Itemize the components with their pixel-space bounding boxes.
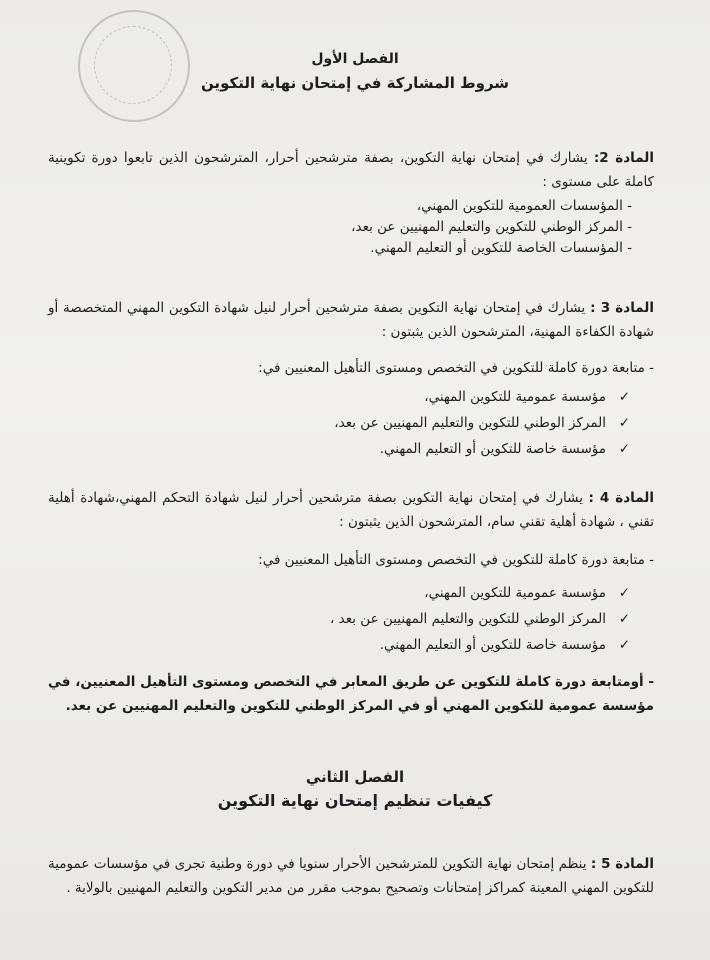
list-item xyxy=(48,384,630,410)
list-item xyxy=(48,410,630,436)
list-item xyxy=(48,436,630,462)
list-item: - المؤسسات العمومية للتكوين المهني، xyxy=(48,196,632,217)
list-item-text: مؤسسة خاصة للتكوين أو التعليم المهني. xyxy=(379,637,606,653)
article-2-text: يشارك في إمتحان نهاية التكوين، بصفة مترشحين أحرار، المترشحون الذين تابعوا دورة تكوينية كاملة على مستوى : xyxy=(48,150,654,190)
article-4-tail: - أومتابعة دورة كاملة للتكوين عن طريق المعابر في التخصص ومستوى التأهيل المعنيين، في مؤسسة عمومية للتكوين المهني أو في المركز الوطني للتكوين والتعليم المهنيين عن بعد. xyxy=(48,670,654,718)
chapter-1-header xyxy=(0,48,710,96)
article-4-lead: - متابعة دورة كاملة للتكوين في التخصص ومستوى التأهيل المعنيين في: xyxy=(48,548,654,572)
chapter-2-title: كيفيات تنظيم إمتحان نهاية التكوين xyxy=(217,791,493,810)
article-3-heading: المادة 3 : xyxy=(590,300,655,316)
list-item-text: المركز الوطني للتكوين والتعليم المهنيين عن بعد، xyxy=(334,415,606,431)
article-2-heading: المادة 2: xyxy=(593,150,655,166)
list-item-text: مؤسسة عمومية للتكوين المهني، xyxy=(424,585,606,601)
check-icon: ✓ xyxy=(618,585,630,601)
chapter-2-header xyxy=(0,766,710,814)
check-icon: ✓ xyxy=(618,611,630,627)
article-3-paragraph xyxy=(48,296,654,344)
article-3-text: يشارك في إمتحان نهاية التكوين بصفة مترشحين أحرار لنيل شهادة التكوين المهني المتخصصة أو شهادة الكفاءة المهنية، المترشحون الذين يثبتون : xyxy=(48,300,654,340)
article-2 xyxy=(48,146,654,259)
article-2-paragraph xyxy=(48,146,654,194)
check-icon: ✓ xyxy=(618,637,630,653)
article-4-list xyxy=(48,580,654,658)
article-5-paragraph xyxy=(48,852,654,900)
article-4-heading: المادة 4 : xyxy=(588,490,654,506)
chapter-1-title: شروط المشاركة في إمتحان نهاية التكوين xyxy=(200,74,510,92)
list-item: - المركز الوطني للتكوين والتعليم المهنيين عن بعد، xyxy=(48,217,632,238)
chapter-2-label: الفصل الثاني xyxy=(305,768,405,786)
article-3-list xyxy=(48,384,654,462)
article-3-lead: - متابعة دورة كاملة للتكوين في التخصص ومستوى التأهيل المعنيين في: xyxy=(48,356,654,380)
list-item: - المؤسسات الخاصة للتكوين أو التعليم المهني. xyxy=(48,238,632,259)
check-icon: ✓ xyxy=(618,389,630,405)
chapter-1-label: الفصل الأول xyxy=(311,51,399,67)
article-5-text: ينظم إمتحان نهاية التكوين للمترشحين الأحرار سنويا في دورة وطنية تجرى في مؤسسات عمومية للتكوين المهني المعينة كمراكز إمتحانات وتصحيح بموجب مقرر من مدير التكوين والتعليم المهنيين بالولاية . xyxy=(48,856,654,896)
list-item-text: المركز الوطني للتكوين والتعليم المهنيين عن بعد ، xyxy=(330,611,606,627)
check-icon: ✓ xyxy=(618,415,630,431)
list-item-text: مؤسسة خاصة للتكوين أو التعليم المهني. xyxy=(379,441,606,457)
article-5 xyxy=(48,852,654,900)
article-5-heading: المادة 5 : xyxy=(590,856,654,872)
article-4-paragraph xyxy=(48,486,654,534)
check-icon: ✓ xyxy=(618,441,630,457)
article-4-text: يشارك في إمتحان نهاية التكوين بصفة مترشحين أحرار لنيل شهادة التحكم المهني،شهادة أهلية تقني ، شهادة أهلية تقني سام، المترشحون الذين يثبتون : xyxy=(48,490,654,530)
list-item xyxy=(48,580,630,606)
article-2-list xyxy=(48,196,654,259)
article-3 xyxy=(48,296,654,462)
list-item xyxy=(48,606,630,632)
article-4 xyxy=(48,486,654,718)
list-item-text: مؤسسة عمومية للتكوين المهني، xyxy=(424,389,606,405)
list-item xyxy=(48,632,630,658)
